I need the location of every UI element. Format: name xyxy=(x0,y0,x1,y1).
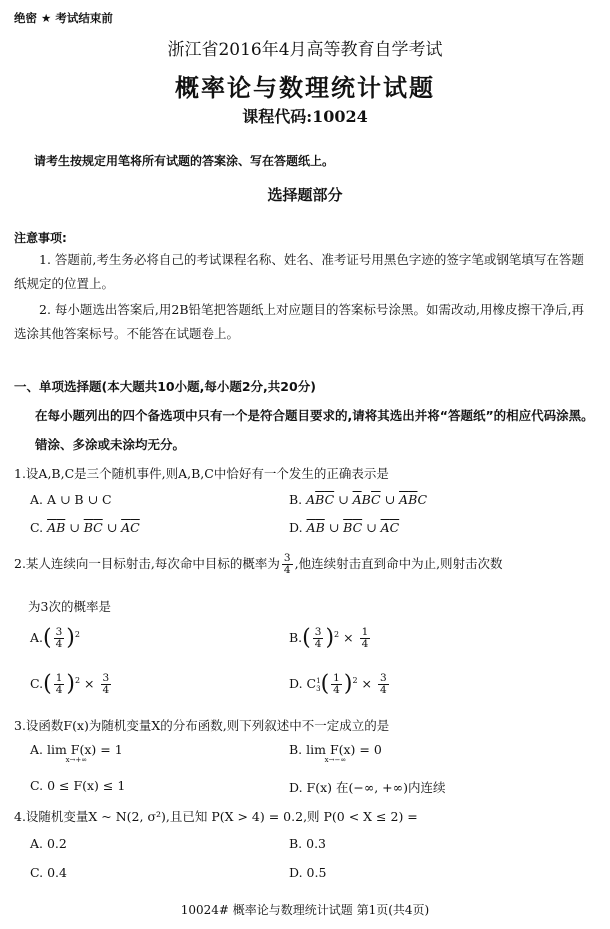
fraction-denominator: 4 xyxy=(361,638,369,650)
option-prefix: D. C xyxy=(289,676,317,691)
part-instruction: 在每小题列出的四个备选项中只有一个是符合题目要求的,请将其选出并将“答题纸”的相应代码涂黑。错涂、多涂或未涂均无分。 xyxy=(35,408,594,452)
fraction-denominator: 4 xyxy=(283,564,291,576)
question-3-stem: 3.设函数F(x)为随机变量X的分布函数,则下列叙述中不一定成立的是 xyxy=(14,718,390,733)
exponent: 2 xyxy=(74,675,81,685)
question-1-option-b: B. ABC ∪ $\overline{A}B\overline{C}$ ∪ ABC xyxy=(289,492,428,507)
course-code: 课程代码:10024 xyxy=(242,107,368,126)
question-2-stem xyxy=(14,553,599,576)
limit-subscript: x→−∞ xyxy=(324,756,347,764)
times-sign: × xyxy=(343,630,354,645)
fraction-numerator: 3 xyxy=(314,626,322,638)
exponent: 2 xyxy=(334,629,340,639)
note-item-2: 2. 每小题选出答案后,用2B铅笔把答题纸上对应题目的答案标号涂黑。如需改动,用橡皮擦干净后,再选涂其他答案标号。不能答在试题卷上。 xyxy=(14,302,584,341)
question-3-option-b xyxy=(289,744,382,766)
fraction-numerator: 3 xyxy=(283,552,291,564)
option-prefix: A. xyxy=(30,630,44,645)
question-1-option-c: C. AB ∪ BC ∪ AC xyxy=(30,520,140,535)
question-2-option-d: D. C 1 3 ( $\frac{1}{4}$ )$^2$ × $\frac{3}{4}$ xyxy=(289,671,387,697)
fraction-denominator: 4 xyxy=(55,684,63,696)
option-text: A. lim F(x) = 1 xyxy=(30,742,123,757)
probability-fraction xyxy=(282,553,293,576)
exam-title: 浙江省2016年4月高等教育自学考试 xyxy=(167,40,443,60)
fraction-numerator: 1 xyxy=(361,626,369,638)
question-3-option-c: C. 0 ≤ F(x) ≤ 1 xyxy=(30,778,126,793)
exponent: 2 xyxy=(352,675,358,685)
question-2-option-a: A.( $\frac{3}{4}$ )$^2$ xyxy=(30,625,80,651)
fraction-denominator: 4 xyxy=(379,684,387,696)
fraction-denominator: 4 xyxy=(102,684,110,696)
option-text: B. lim F(x) = 0 xyxy=(289,742,382,757)
question-1-option-d: D. AB ∪ BC ∪ AC xyxy=(289,520,400,535)
page-footer: 10024# 概率论与数理统计试题 第1页(共4页) xyxy=(180,903,430,917)
answer-instruction: 请考生按规定用笔将所有试题的答案涂、写在答题纸上。 xyxy=(34,154,335,168)
times-sign: × xyxy=(361,676,372,691)
option-prefix: B. xyxy=(289,630,303,645)
times-sign: × xyxy=(84,676,95,691)
fraction-numerator: 3 xyxy=(102,672,110,684)
note-item-1: 1. 答题前,考生务必将自己的考试课程名称、姓名、准考证号用黑色字迹的签字笔或钢笔填写在答题纸规定的位置上。 xyxy=(14,252,584,291)
question-2-text-b: ,他连续射击直到命中为止,则射击次数 xyxy=(294,556,503,571)
fraction-denominator: 4 xyxy=(314,638,322,650)
option-prefix: C. xyxy=(30,520,48,535)
limit-subscript: x→+∞ xyxy=(65,756,88,764)
notes-heading: 注意事项: xyxy=(14,231,67,245)
fraction-denominator: 4 xyxy=(333,684,340,696)
question-2-stem-line2: 为3次的概率是 xyxy=(28,599,111,614)
question-1-stem: 1.设A,B,C是三个随机事件,则A,B,C中恰好有一个发生的正确表示是 xyxy=(14,466,389,481)
fraction-numerator: 3 xyxy=(379,672,387,684)
fraction-numerator: 1 xyxy=(333,672,340,684)
question-3-option-d: D. F(x) 在(−∞, +∞)内连续 xyxy=(289,780,446,795)
option-prefix: D. xyxy=(289,520,307,535)
question-1-option-a: A. A ∪ B ∪ C xyxy=(30,492,112,507)
exponent: 2 xyxy=(74,629,80,639)
combination-subscript: 3 xyxy=(316,684,321,693)
fraction-numerator: 1 xyxy=(55,672,63,684)
confidential-mark: 绝密 ★ 考试结束前 xyxy=(14,11,113,25)
question-4-option-a: A. 0.2 xyxy=(30,836,67,851)
question-2-option-c: C.( $\frac{1}{4}$ )$^2$ × $\frac{3}{4}$ xyxy=(30,671,110,697)
question-3-option-a xyxy=(30,744,123,766)
section-heading: 选择题部分 xyxy=(267,186,343,204)
question-4-option-d: D. 0.5 xyxy=(289,865,327,880)
option-prefix: B. xyxy=(289,492,307,507)
question-4-stem: 4.设随机变量X ~ N(2, σ²),且已知 P(X > 4) = 0.2,则 P(0 < X ≤ 2) = xyxy=(14,809,418,824)
fraction-denominator: 4 xyxy=(55,638,63,650)
question-4-option-c: C. 0.4 xyxy=(30,865,67,880)
part-title: 一、单项选择题(本大题共10小题,每小题2分,共20分) xyxy=(14,379,316,394)
paper-title: 概率论与数理统计试题 xyxy=(175,73,435,102)
option-prefix: C. xyxy=(30,676,44,691)
question-2-text-a: 2.某人连续向一目标射击,每次命中目标的概率为 xyxy=(14,556,280,571)
question-4-option-b: B. 0.3 xyxy=(289,836,327,851)
question-2-option-b: B.( $\frac{3}{4}$ )$^2$ × $\frac{1}{4}$ xyxy=(289,625,369,651)
combination-superscript: 1 xyxy=(316,676,321,685)
fraction-numerator: 3 xyxy=(55,626,63,638)
